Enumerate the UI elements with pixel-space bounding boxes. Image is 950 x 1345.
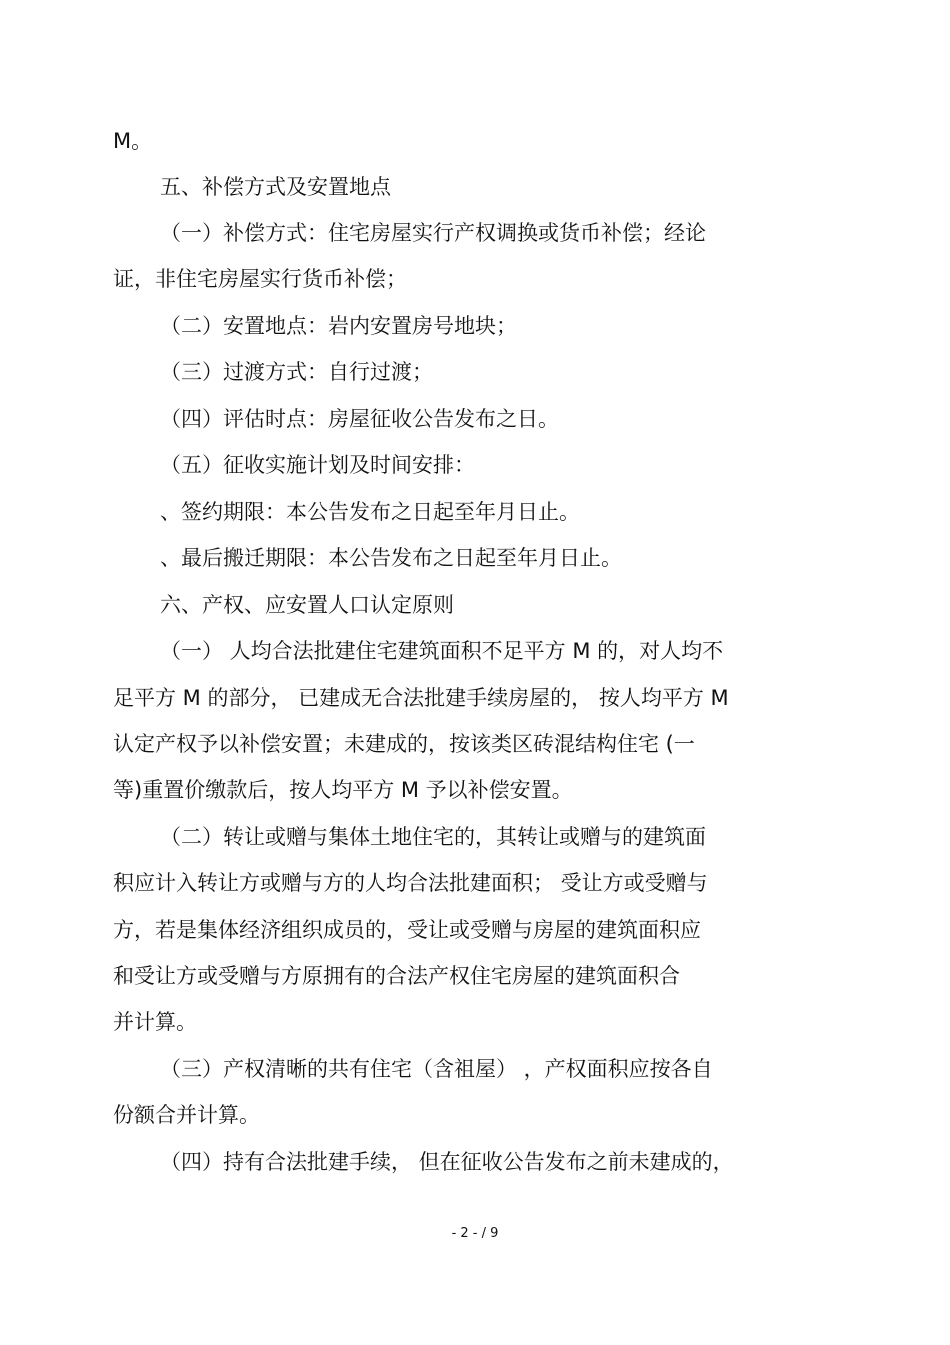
page-number: - 2 - / 9 bbox=[451, 1226, 499, 1241]
text-line: 份额合并计算。 bbox=[113, 1103, 260, 1127]
text-line: （二）转让或赠与集体土地住宅的，其转让或赠与的建筑面 bbox=[160, 825, 706, 849]
text-line: （一）补偿方式：住宅房屋实行产权调换或货币补偿；经论 bbox=[160, 221, 706, 245]
section-heading: 五、补偿方式及安置地点 bbox=[160, 175, 391, 199]
text-line: 证，非住宅房屋实行货币补偿； bbox=[113, 267, 407, 291]
text-line: （四）持有合法批建手续， 但在征收公告发布之前未建成的， bbox=[160, 1150, 734, 1174]
text-line: 积应计入转让方或赠与方的人均合法批建面积； 受让方或受赠与 bbox=[113, 871, 708, 895]
section-heading: 六、产权、应安置人口认定原则 bbox=[160, 593, 454, 617]
text-line: 足平方 M 的部分， 已建成无合法批建手续房屋的， 按人均平方 M bbox=[113, 686, 729, 710]
text-line: （五）征收实施计划及时间安排： bbox=[160, 453, 475, 477]
text-line: （二）安置地点：岩内安置房号地块； bbox=[160, 314, 517, 338]
text-line: 方，若是集体经济组织成员的，受让或受赠与房屋的建筑面积应 bbox=[113, 918, 701, 942]
text-line: 、最后搬迁期限：本公告发布之日起至年月日止。 bbox=[160, 546, 622, 570]
text-line: 和受让方或受赠与方原拥有的合法产权住宅房屋的建筑面积合 bbox=[113, 964, 680, 988]
text-line: 并计算。 bbox=[113, 1010, 197, 1034]
text-line: （三）产权清晰的共有住宅（含祖屋） ，产权面积应按各自 bbox=[160, 1057, 713, 1081]
text-line: 等)重置价缴款后，按人均平方 M 予以补偿安置。 bbox=[113, 778, 573, 802]
text-line: M。 bbox=[113, 129, 153, 153]
text-line: 、签约期限：本公告发布之日起至年月日止。 bbox=[160, 500, 580, 524]
text-line: （四）评估时点：房屋征收公告发布之日。 bbox=[160, 407, 559, 431]
text-line: 认定产权予以补偿安置；未建成的，按该类区砖混结构住宅 (一 bbox=[113, 732, 695, 756]
text-line: （一） 人均合法批建住宅建筑面积不足平方 M 的，对人均不 bbox=[160, 639, 724, 663]
text-line: （三）过渡方式：自行过渡； bbox=[160, 360, 433, 384]
